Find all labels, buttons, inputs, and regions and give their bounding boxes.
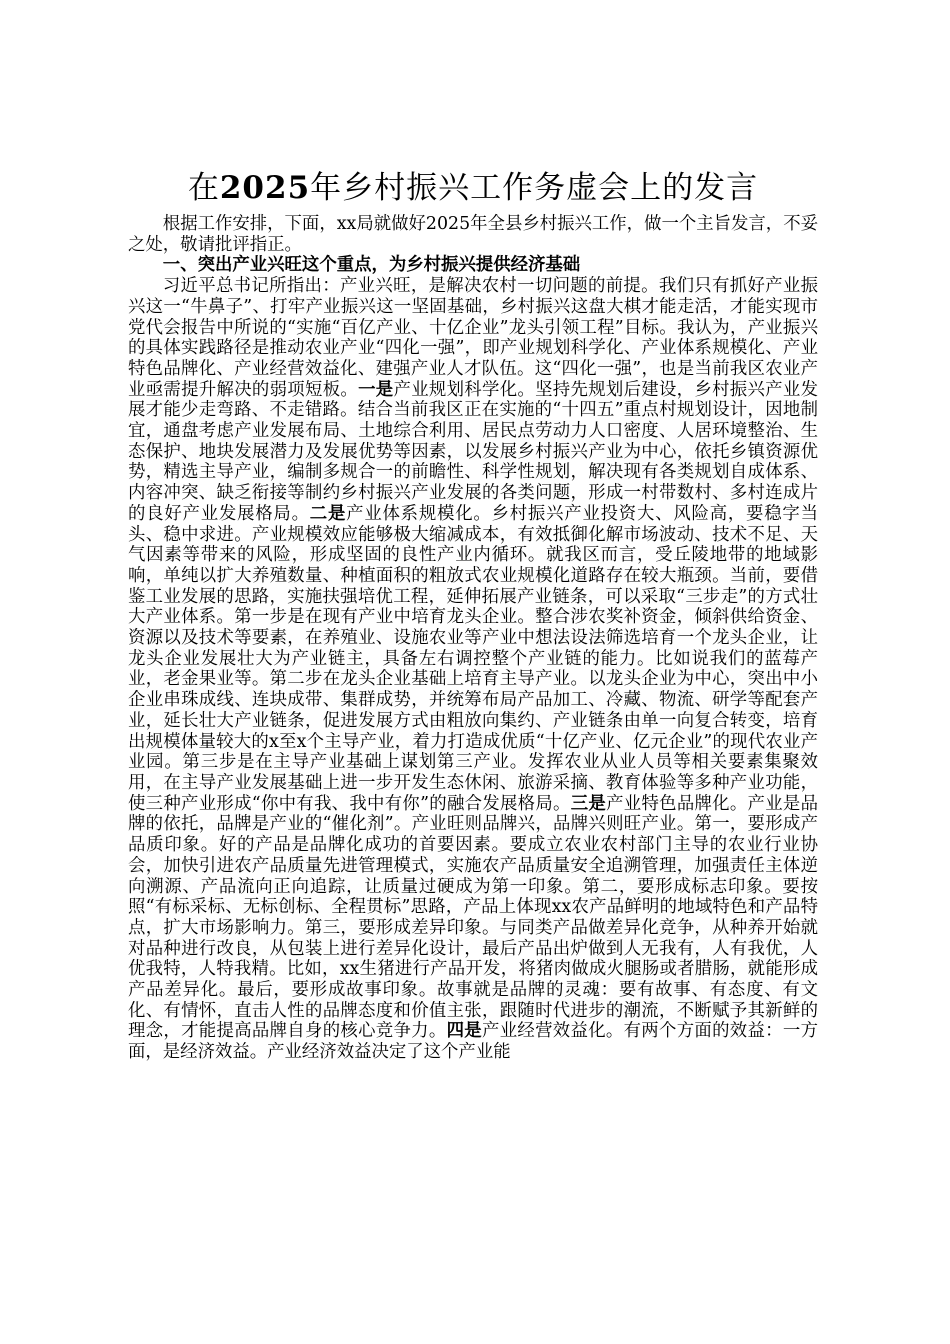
title-year: 2025 (219, 170, 311, 206)
section-1-heading: 一、突出产业兴旺这个重点，为乡村振兴提供经济基础 (162, 255, 581, 276)
section-1-body (128, 276, 818, 1063)
document-title (128, 168, 818, 208)
title-suffix: 年乡村振兴工作务虚会上的发言 (310, 170, 759, 206)
body-text-opening: 习近平总书记所指出：产业兴旺，是解决农村一切问题的前提。我们只有抓好产业振兴这一“牛鼻子”、打牢产业振兴这一坚固基础，乡村振兴这盘大棋才能走活，才能实现市党代会报告中所说的“实施“百亿产业、十亿企业”龙头引领工程”目标。我认为，产业振兴的具体实践路径是推动农业产业“四化一强”，即产业规划科学化、产业体系规模化、产业特色品牌化、产业经营效益化、建强产业人才队伍。这“四化一强”，也是当前我区农业产业亟需提升解决的弱项短板。 (128, 276, 818, 400)
lead-marker-1: 一是 (358, 379, 394, 400)
document-page (128, 168, 818, 1063)
body-text-1: 产业规划科学化。坚持先规划后建设，乡村振兴产业发展才能少走弯路、不走错路。结合当前我区正在实施的“十四五”重点村规划设计，因地制宜，通盘考虑产业发展布局、土地综合利用、居民点劳动力人口密度、人居环境整治、生态保护、地块发展潜力及发展优势等因素，以发展乡村振兴产业为中心，依托乡镇资源优势，精选主导产业，编制多规合一的前瞻性、科学性规划，解决现有各类规划自成体系、内容冲突、缺乏衔接等制约乡村振兴产业发展的各类问题，形成一村带数村、多村连成片的良好产业发展格局。 (128, 379, 818, 524)
body-text-3: 产业特色品牌化。产业是品牌的依托，品牌是产业的“催化剂”。产业旺则品牌兴，品牌兴则旺产业。第一，要形成产品质印象。好的产品是品牌化成功的首要因素。要成立农业农村部门主导的农业行业协会，加快引进农产品质量先进管理模式，实施农产品质量安全追溯管理，加强责任主体逆向溯源、产品流向正向追踪，让质量过硬成为第一印象。第二，要形成标志印象。要按照“有标采标、无标创标、全程贯标”思路，产品上体现xx农产品鲜明的地域特色和产品特点，扩大市场影响力。第三，要形成差异印象。与同类产品做差异化竞争，从种养开始就对品种进行改良，从包装上进行差异化设计，最后产品出炉做到人无我有，人有我优，人优我特，人特我精。比如，xx生猪进行产品开发，将猪肉做成火腿肠或者腊肠，就能形成产品差异化。最后，要形成故事印象。故事就是品牌的灵魂：要有故事、有态度、有文化、有情怀，直击人性的品牌态度和价值主张，跟随时代进步的潮流，不断赋予其新鲜的理念，才能提高品牌自身的核心竞争力。 (128, 793, 818, 1042)
body-text-4: 产业经营效益化。有两个方面的效益：一方面，是经济效益。产业经济效益决定了这个产业能 (128, 1021, 818, 1063)
lead-marker-3: 三是 (570, 793, 607, 814)
intro-paragraph: 根据工作安排，下面，xx局就做好2025年全县乡村振兴工作，做一个主旨发言，不妥之处，敬请批评指正。 (128, 214, 818, 255)
body-text-2: 产业体系规模化。乡村振兴产业投资大、风险高，要稳字当头、稳中求进。产业规模效应能够极大缩减成本，有效抵御化解市场波动、技术不足、天气因素等带来的风险，形成坚固的良性产业内循环。就我区而言，受丘陵地带的地域影响，单纯以扩大养殖数量、种植面积的粗放式农业规模化道路存在较大瓶颈。当前，要借鉴工业发展的思路，实施扶强培优工程，延伸拓展产业链条，可以采取“三步走”的方式壮大产业体系。第一步是在现有产业中培育龙头企业。整合涉农奖补资金，倾斜供给资金、资源以及技术等要素，在养殖业、设施农业等产业中想法设法筛选培育一个龙头企业，让龙头企业发展壮大为产业链主，具备左右调控整个产业链的能力。比如说我们的蓝莓产业，老金果业等。第二步在龙头企业基础上培育主导产业。以龙头企业为中心，突出中小企业串珠成线、连块成带、集群成势，并统筹布局产品加工、冷藏、物流、研学等配套产业，延长壮大产业链条，促进发展方式由粗放向集约、产业链条由单一向复合转变，培育出规模体量较大的x至x个主导产业，着力打造成优质“十亿产业、亿元企业”的现代农业产业园。第三步是在主导产业基础上谋划第三产业。发挥农业从业人员等相关要素集聚效用，在主导产业发展基础上进一步开发生态休闲、旅游采摘、教育体验等多种产业功能，使三种产业形成“你中有我、我中有你”的融合发展格局。 (128, 503, 818, 814)
lead-marker-4: 四是 (446, 1021, 482, 1042)
lead-marker-2: 二是 (309, 503, 347, 524)
title-prefix: 在 (187, 170, 220, 206)
